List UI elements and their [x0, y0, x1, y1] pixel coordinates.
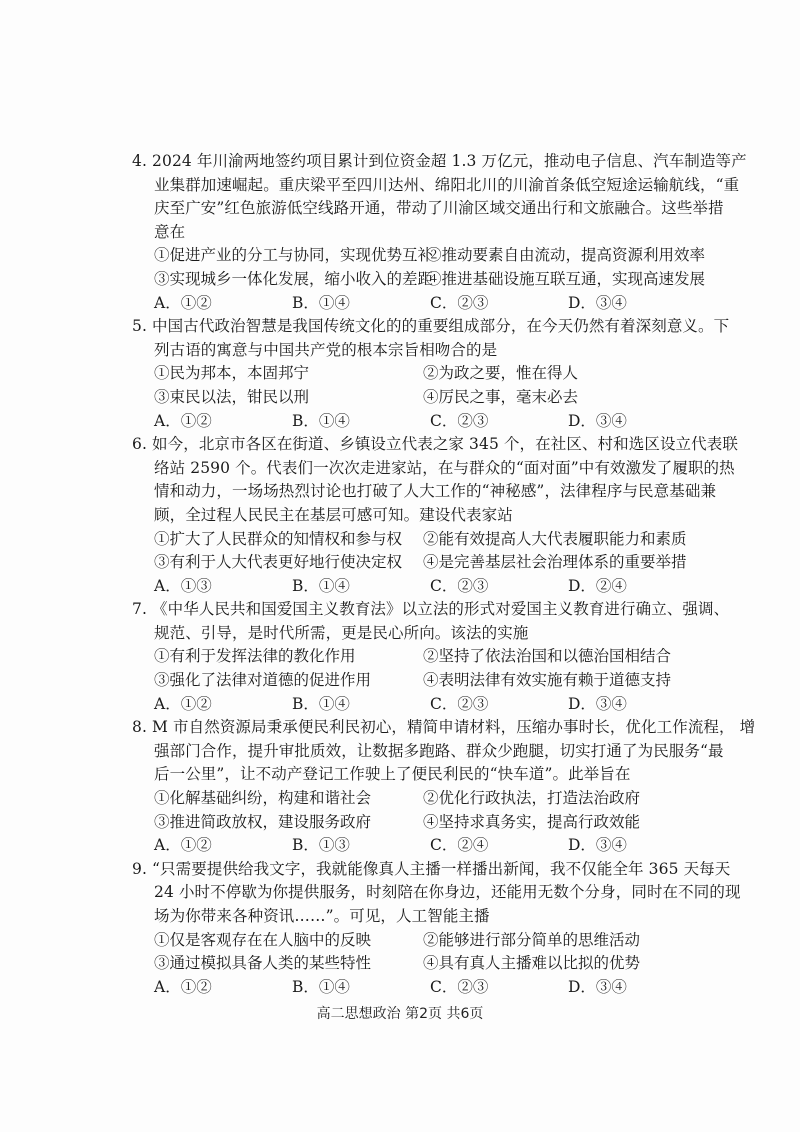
- answer-choices: [132, 292, 692, 316]
- question-stem-line: 情和动力，一场场热烈讨论也打破了人大工作的“神秘感”，法律程序与民意基础兼: [154, 482, 717, 501]
- answer-choice[interactable]: A．①②: [154, 411, 212, 430]
- answer-choices: [132, 976, 692, 1000]
- question-stem-line: 规范、引导，是时代所需，更是民心所向。该法的实施: [154, 623, 529, 642]
- answer-choice[interactable]: C．②③: [430, 694, 489, 713]
- statement-row: [132, 952, 692, 976]
- statement-row: [132, 244, 706, 268]
- statement-item: ③实现城乡一体化发展，缩小收入的差距: [154, 269, 434, 288]
- statement-item: ①化解基础纠纷，构建和谐社会: [154, 789, 372, 808]
- statement-item: ①民为邦本，本固邦宁: [154, 364, 310, 383]
- statement-item: ④推进基础设施互联互通，实现高速发展: [426, 269, 706, 288]
- question-stem-line: 5. 中国古代政治智慧是我国传统文化的的重要组成部分，在今天仍然有着深刻意义。下: [132, 317, 730, 336]
- answer-choice[interactable]: C．②③: [430, 293, 489, 312]
- answer-choice[interactable]: D．②④: [568, 576, 627, 595]
- question-stem-line: 后一公里”，让不动产登记工作驶上了便民利民的“快车道”。此举旨在: [154, 765, 631, 784]
- statement-row: [132, 669, 692, 693]
- question-stem-line: 6. 如今，北京市各区在街道、乡镇设立代表之家 345 个，在社区、村和选区设立代表联: [132, 435, 738, 454]
- statement-row: [132, 551, 692, 575]
- answer-choice[interactable]: A．①②: [154, 836, 212, 855]
- statement-row: [132, 787, 692, 811]
- question-stem-line: 24 小时不停歇为你提供服务，时刻陪在你身边，还能用无数个分身，同时在不同的现: [154, 883, 741, 902]
- question-stem-line: 8. M 市自然资源局秉承便民利民初心，精简申请材料，压缩办事时长，优化工作流程， 增: [132, 718, 756, 737]
- answer-choice[interactable]: C．②④: [430, 836, 489, 855]
- answer-choice[interactable]: D．③④: [568, 977, 627, 996]
- statement-item: ②坚持了依法治国和以德治国相结合: [423, 647, 672, 666]
- statement-item: ①促进产业的分工与协同，实现优势互补: [154, 246, 434, 265]
- statement-row: [132, 645, 692, 669]
- statement-item: ③束民以法，钳民以刑: [154, 387, 310, 406]
- answer-choice[interactable]: B．①④: [292, 977, 350, 996]
- statement-item: ④是完善基层社会治理体系的重要举措: [423, 553, 687, 572]
- question-stem-line: 列古语的寓意与中国共产党的根本宗旨相吻合的是: [154, 340, 498, 359]
- question-stem-line: 9. “只需要提供给我文字，我就能像真人主播一样播出新闻，我不仅能全年 365 天每天: [132, 859, 731, 878]
- answer-choice[interactable]: A．①②: [154, 293, 212, 312]
- statement-item: ③通过模拟具备人类的某些特性: [154, 954, 372, 973]
- statement-item: ②能有效提高人大代表履职能力和素质: [423, 529, 687, 548]
- question-9: [132, 858, 741, 1000]
- answer-choice[interactable]: B．①④: [292, 576, 350, 595]
- answer-choice[interactable]: A．①②: [154, 694, 212, 713]
- statement-row: [132, 268, 706, 292]
- question-stem-line: 顾，全过程人民民主在基层可感可知。建设代表家站: [154, 505, 513, 524]
- question-7: [132, 598, 730, 716]
- question-stem-line: 庆至广安”红色旅游低空线路开通，带动了川渝区域交通出行和文旅融合。这些举措: [154, 199, 724, 218]
- question-stem-line: 意在: [154, 222, 186, 241]
- statement-row: [132, 929, 692, 953]
- answer-choice[interactable]: C．②③: [430, 411, 489, 430]
- answer-choice[interactable]: A．①②: [154, 977, 212, 996]
- statement-row: [132, 811, 692, 835]
- statement-row: [132, 528, 692, 552]
- answer-choice[interactable]: B．①④: [292, 411, 350, 430]
- question-stem-line: 业集群加速崛起。重庆梁平至四川达州、绵阳北川的川渝首条低空短途运输航线，“重: [154, 175, 740, 194]
- statement-item: ②优化行政执法，打造法治政府: [423, 789, 641, 808]
- statement-item: ②能够进行部分简单的思维活动: [423, 930, 641, 949]
- answer-choices: [132, 693, 692, 717]
- answer-choice[interactable]: D．③④: [568, 411, 627, 430]
- answer-choice[interactable]: D．③④: [568, 694, 627, 713]
- answer-choices: [132, 575, 692, 599]
- statement-item: ①扩大了人民群众的知情权和参与权: [154, 529, 403, 548]
- statement-item: ④厉民之事，毫末必去: [423, 387, 579, 406]
- answer-choice[interactable]: B．①④: [292, 694, 350, 713]
- question-list: [132, 150, 756, 999]
- statement-item: ③推进简政放权，建设服务政府: [154, 812, 372, 831]
- statement-item: ④坚持求真务实，提高行政效能: [423, 812, 641, 831]
- statement-item: ④表明法律有效实施有赖于道德支持: [423, 671, 672, 690]
- question-6: [132, 433, 738, 598]
- answer-choices: [132, 834, 692, 858]
- statement-item: ④具有真人主播难以比拟的优势: [423, 954, 641, 973]
- statement-item: ②推动要素自由流动，提高资源利用效率: [426, 246, 706, 265]
- statement-item: ①仅是客观存在在人脑中的反映: [154, 930, 372, 949]
- answer-choice[interactable]: C．②③: [430, 576, 489, 595]
- question-4: [132, 150, 747, 315]
- answer-choice[interactable]: A．①③: [154, 576, 212, 595]
- answer-choice[interactable]: B．①③: [292, 836, 350, 855]
- question-stem-line: 强部门合作，提升审批质效，让数据多跑路、群众少跑腿，切实打通了为民服务“最: [154, 741, 724, 760]
- question-stem-line: 7. 《中华人民共和国爱国主义教育法》以立法的形式对爱国主义教育进行确立、强调、: [132, 600, 730, 619]
- answer-choices: [132, 410, 692, 434]
- statement-item: ①有利于发挥法律的教化作用: [154, 647, 356, 666]
- answer-choice[interactable]: D．③④: [568, 293, 627, 312]
- statement-item: ②为政之要，惟在得人: [423, 364, 579, 383]
- page-footer: 高二思想政治 第2页 共6页: [316, 1006, 484, 1022]
- question-stem-line: 4. 2024 年川渝两地签约项目累计到位资金超 1.3 万亿元，推动电子信息、汽车制造等产: [132, 152, 747, 170]
- question-stem-line: 场为你带来各种资讯……”。可见，人工智能主播: [154, 907, 490, 925]
- question-5: [132, 315, 730, 433]
- statement-item: ③强化了法律对道德的促进作用: [154, 671, 372, 690]
- statement-row: [132, 386, 692, 410]
- answer-choice[interactable]: C．②③: [430, 977, 489, 996]
- question-8: [132, 716, 756, 858]
- statement-item: ③有利于人大代表更好地行使决定权: [154, 553, 403, 572]
- question-stem-line: 络站 2590 个。代表们一次次走进家站，在与群众的“面对面”中有效激发了履职的热: [154, 458, 735, 477]
- answer-choice[interactable]: B．①④: [292, 293, 350, 312]
- answer-choice[interactable]: D．③④: [568, 836, 627, 855]
- statement-row: [132, 362, 692, 386]
